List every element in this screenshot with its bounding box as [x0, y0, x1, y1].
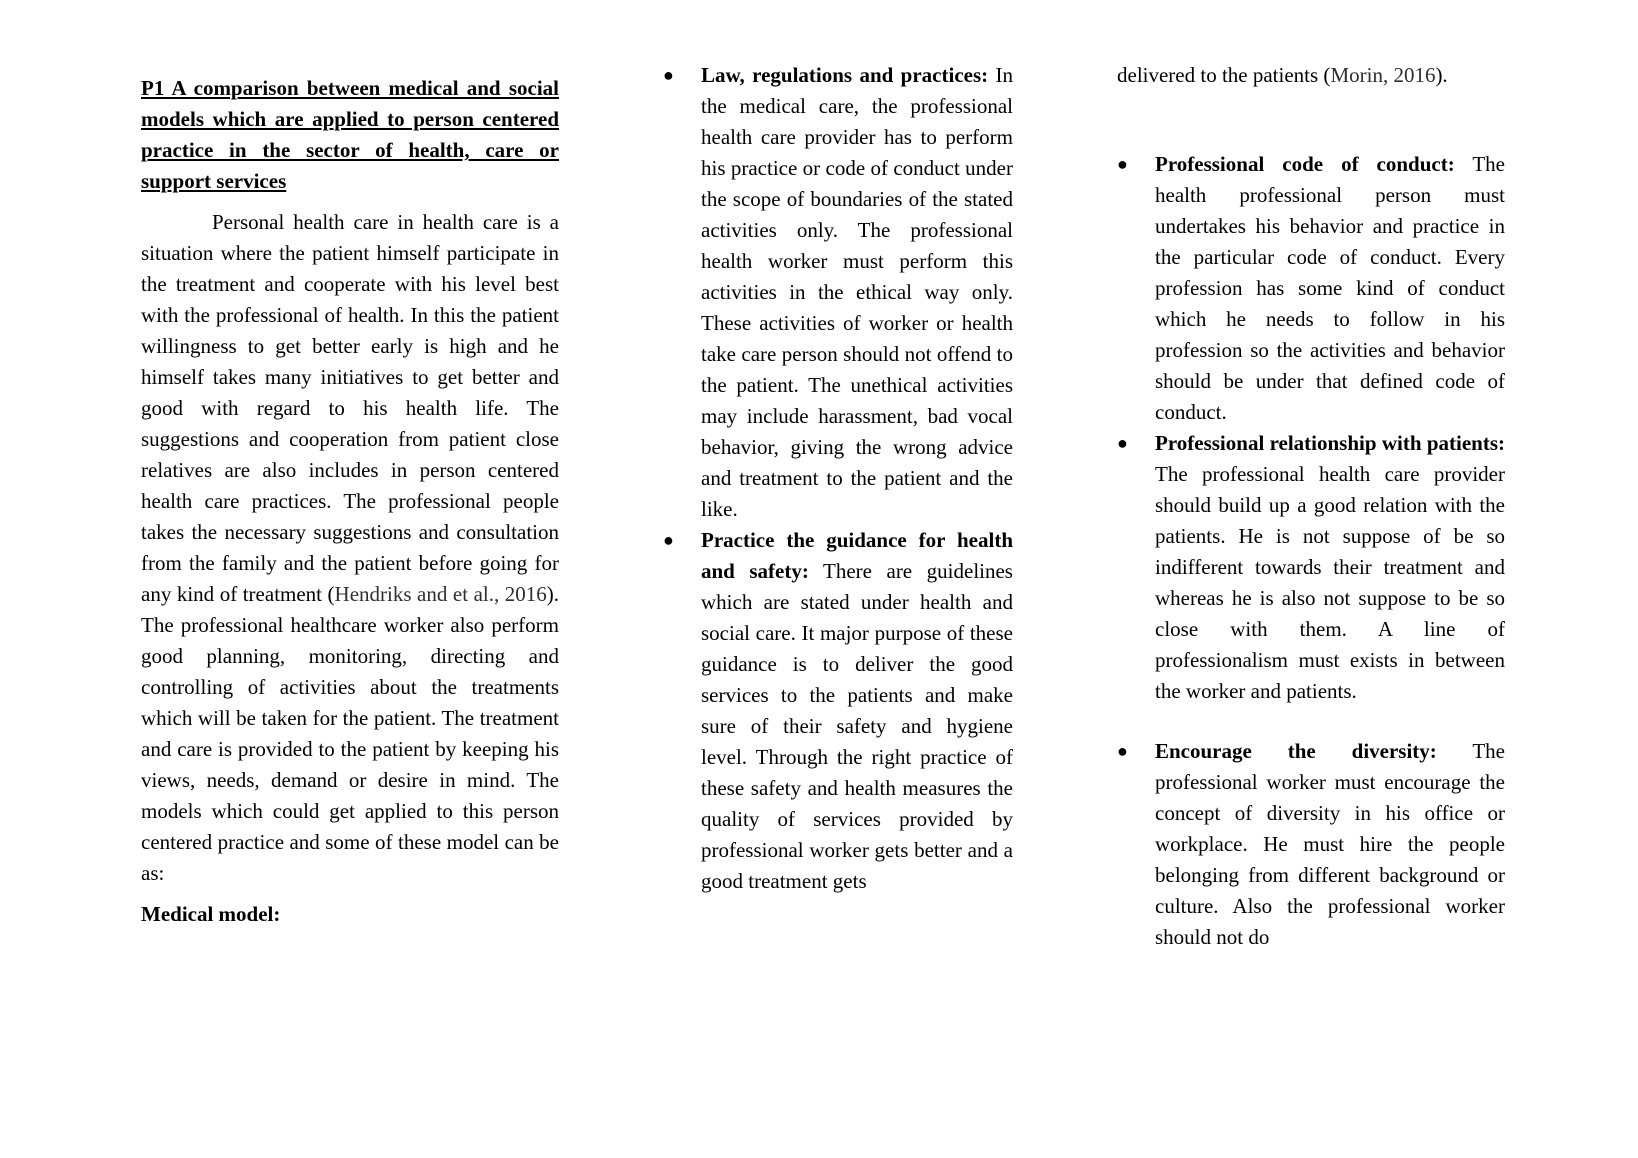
list-item-term: Professional code of conduct: [1155, 152, 1455, 176]
bullet-icon: ● [1117, 154, 1128, 174]
list-item-term: Professional relationship with patients: [1155, 431, 1505, 455]
bullet-list-col3 [1117, 149, 1505, 953]
spacer [1117, 91, 1505, 149]
list-item-term: Law, regulations and practices: [701, 63, 989, 87]
column-2 [663, 60, 1013, 897]
bullet-icon: ● [663, 65, 674, 85]
list-item-term: Encourage the diversity: [1155, 739, 1437, 763]
list-item-code-of-conduct [1117, 149, 1505, 428]
section-heading: P1 A comparison between medical and social models which are applied to person centered practice in the sector of health, care or support services [141, 76, 559, 193]
continuation-text: delivered to the patients ( [1117, 63, 1331, 87]
intro-text-part1: Personal health care in health care is a situation where the patient himself participate in the treatment and cooperate with his level best with the professional of health. In this the patient willingness to get better early is high and he himself takes many initiatives to get better and good with regard to his health life. The suggestions and cooperation from patient close relatives are also includes in person centered health care practices. The professional people takes the necessary suggestions and consultation from the family and the patient before going for any kind of treatment ( [141, 210, 559, 606]
list-item-diversity [1117, 736, 1505, 953]
list-item-text: The health professional person must undertakes his behavior and practice in the particular code of conduct. Every profession has some kind of conduct which he needs to follow in his profession so the activities and behavior should be under that defined code of conduct. [1155, 152, 1505, 424]
column-1 [141, 73, 559, 930]
list-item-health-safety [663, 525, 1013, 897]
intro-paragraph [141, 207, 559, 889]
continuation-end: ). [1435, 63, 1448, 87]
citation-morin: Morin, 2016 [1330, 63, 1436, 87]
list-item-term: Practice the guidance for health and safety: [701, 528, 1013, 583]
continuation-paragraph [1117, 60, 1505, 91]
medical-model-heading: Medical model: [141, 902, 281, 926]
bullet-icon: ● [1117, 433, 1128, 453]
citation-hendriks: Hendriks and et al., 2016 [334, 582, 547, 606]
intro-text-part2: ). The professional healthcare worker also perform good planning, monitoring, directing and controlling of activities about the treatments which will be taken for the patient. The treatment and care is provided to the patient by keeping his views, needs, demand or desire in mind. The models which could get applied to this person centered practice and some of these model can be as: [141, 582, 559, 885]
list-item-law-regulations [663, 60, 1013, 525]
list-item-text: In the medical care, the professional health care provider has to perform his practice or code of conduct under the scope of boundaries of the stated activities only. The professional health worker must perform this activities in the ethical way only. These activities of worker or health take care person should not offend to the patient. The unethical activities may include harassment, bad vocal behavior, giving the wrong advice and treatment to the patient and the like. [701, 63, 1013, 521]
list-item-text: The professional worker must encourage the concept of diversity in his office or workplace. He must hire the people belonging from different background or culture. Also the professional worker should not do [1155, 739, 1505, 949]
bullet-icon: ● [663, 530, 674, 550]
bullet-list-col2 [663, 60, 1013, 897]
list-item-text: The professional health care provider should build up a good relation with the patients. He is not suppose of be so indifferent towards their treatment and whereas he is also not suppose to be so close with them. A line of professionalism must exists in between the worker and patients. [1155, 462, 1505, 703]
bullet-icon: ● [1117, 741, 1128, 761]
list-item-text: There are guidelines which are stated under health and social care. It major purpose of these guidance is to deliver the good services to the patients and make sure of their safety and hygiene level. Through the right practice of these safety and health measures the quality of services provided by professional worker gets better and a good treatment gets [701, 559, 1013, 893]
column-3 [1117, 60, 1505, 953]
list-item-relationship [1117, 428, 1505, 707]
